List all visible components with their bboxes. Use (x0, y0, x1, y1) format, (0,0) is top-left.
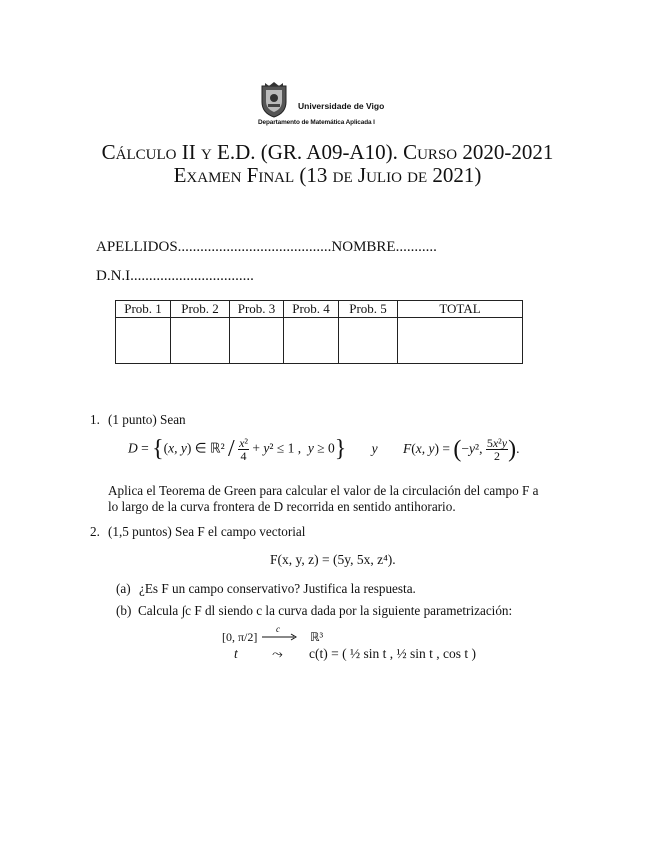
problem-2-formula-F: F(x, y, z) = (5y, 5x, z⁴). (270, 552, 396, 567)
department-name: Departamento de Matemática Aplicada I (258, 119, 375, 126)
grade-cell-prob1 (116, 318, 171, 364)
problem-1-connector: y (371, 440, 378, 456)
param-maps-to: ⤳ (272, 646, 283, 661)
grade-header-total: TOTAL (398, 301, 523, 318)
problem-1-statement-line1: Aplica el Teorema de Green para calcular el valor de la circulación del campo F a (108, 483, 539, 498)
param-domain: [0, π/2] (222, 630, 258, 644)
exam-subtitle: Examen Final (13 de Julio de 2021) (173, 163, 482, 187)
param-variable-t: t (234, 646, 238, 661)
grade-header-prob2: Prob. 2 (171, 301, 230, 318)
grade-table (115, 300, 523, 364)
param-arrow: c (262, 628, 298, 642)
grade-cell-prob4 (284, 318, 339, 364)
grade-cell-prob5 (339, 318, 398, 364)
problem-1-formula-D: D = {(x, y) ∈ ℝ² / $\frac{\text{x²}}{4}$ + y² ≤ 1 , y ≥ 0} y F(x, y) = (−y², $\frac{\text{5x²y}}{2}$ ). (128, 436, 520, 463)
param-curve: c(t) = ( ½ sin t , ½ sin t , cos t ) (309, 646, 476, 661)
grade-header-prob1: Prob. 1 (116, 301, 171, 318)
grade-cell-prob3 (230, 318, 284, 364)
problem-2a-label: (a) (116, 581, 131, 596)
grade-cell-total (398, 318, 523, 364)
university-crest-logo (259, 82, 289, 118)
grade-header-prob4: Prob. 4 (284, 301, 339, 318)
problem-2b-label: (b) (116, 603, 132, 618)
problem-1-number: 1. (90, 412, 100, 427)
problem-2b-text: Calcula ∫c F dl siendo c la curva dada por la siguiente parametrización: (138, 603, 513, 618)
grade-header-prob5: Prob. 5 (339, 301, 398, 318)
grade-header-prob3: Prob. 3 (230, 301, 284, 318)
problem-2-intro: (1,5 puntos) Sea F el campo vectorial (108, 524, 306, 539)
problem-1-intro: (1 punto) Sean (108, 412, 186, 427)
problem-2a-text: ¿Es F un campo conservativo? Justifica la respuesta. (139, 581, 416, 596)
surname-name-field: APELLIDOS.........................................NOMBRE........... (96, 239, 437, 255)
problem-2-number: 2. (90, 524, 100, 539)
grade-cell-prob2 (171, 318, 230, 364)
exam-title: Cálculo II y E.D. (GR. A09-A10). Curso 2020-2021 (101, 140, 554, 164)
university-name: Universidade de Vigo (298, 101, 385, 111)
param-codomain: ℝ³ (310, 630, 324, 644)
problem-1-statement-line2: lo largo de la curva frontera de D recorrida en sentido antihorario. (108, 499, 456, 514)
dni-field: D.N.I................................. (96, 268, 254, 284)
